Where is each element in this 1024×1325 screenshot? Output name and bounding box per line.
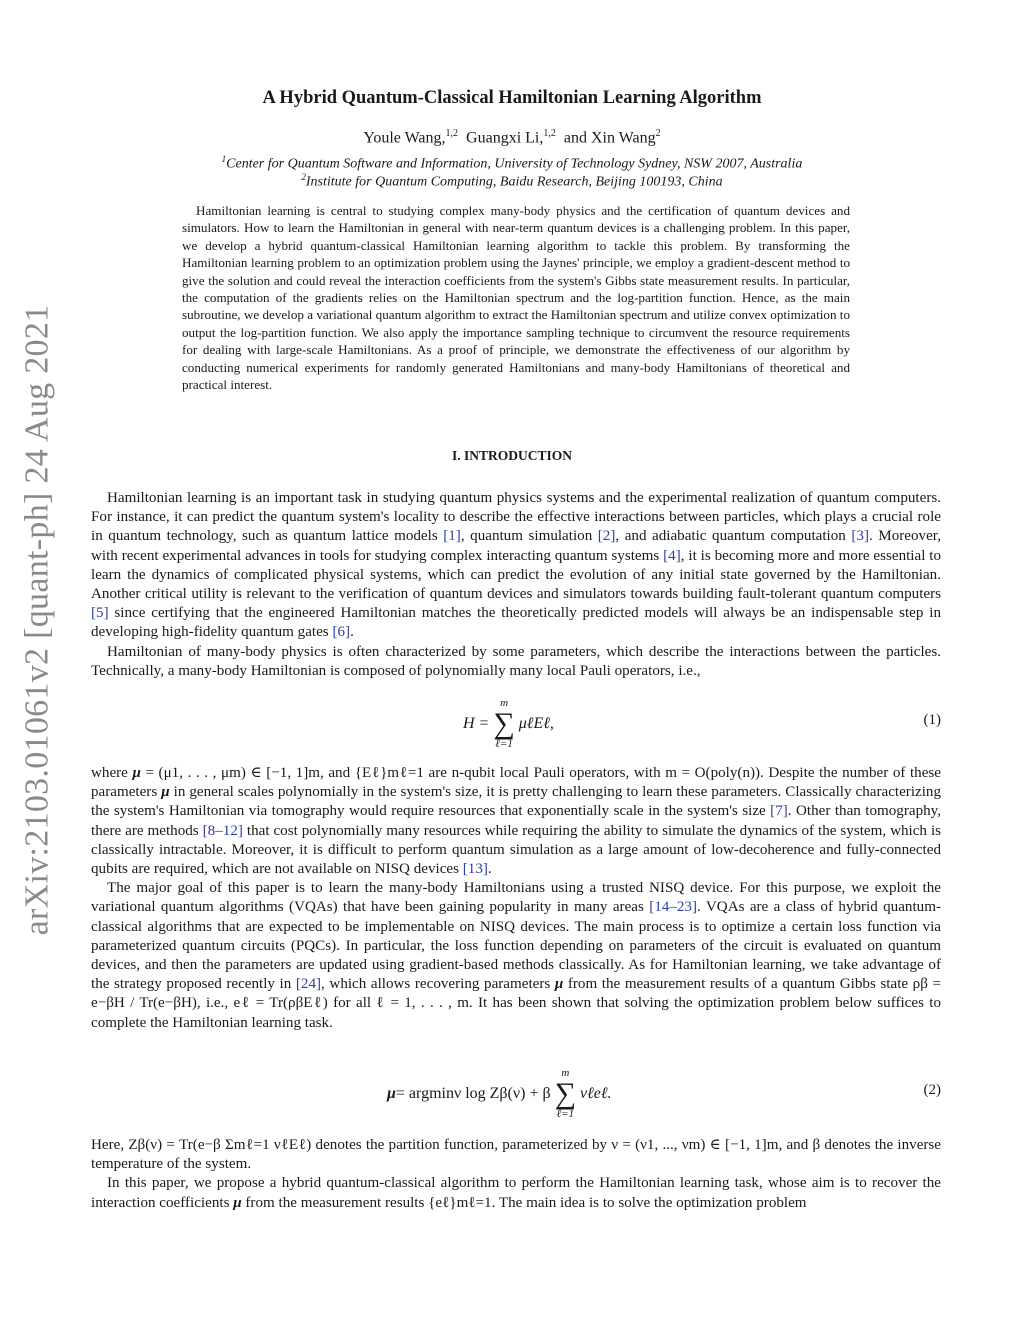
author-list xyxy=(0,128,1024,147)
mu-vector: μ xyxy=(233,1194,242,1211)
intro-text-block-3 xyxy=(91,1136,941,1213)
equation-2 xyxy=(91,1068,941,1118)
paper-title: A Hybrid Quantum-Classical Hamiltonian Learning Algorithm xyxy=(262,88,762,108)
citation-7[interactable]: [7] xyxy=(770,803,788,820)
affiliation-2 xyxy=(0,172,1024,191)
eq2-sum-lower: ℓ=1 xyxy=(556,1108,575,1120)
author-1: Youle Wang, xyxy=(363,129,446,147)
citation-8-12[interactable]: [8–12] xyxy=(202,822,243,839)
affiliation-2-marker: 2 xyxy=(301,172,306,182)
paragraph-6: In this paper, we propose a hybrid quantum-classical algorithm to perform the Hamiltonian learning task, whose aim is to recover the interaction coefficients μ from the measurement results {eℓ}mℓ=1. The main idea is to solve the optimization problem xyxy=(91,1175,941,1211)
mu-vector: μ xyxy=(132,765,141,781)
eq1-sum-upper: m xyxy=(500,697,509,709)
citation-1[interactable]: [1] xyxy=(443,528,461,545)
eq1-sum-lower: ℓ=1 xyxy=(495,738,513,750)
eq2-lhs: μ xyxy=(387,1085,396,1102)
intro-text-block-1 xyxy=(91,489,941,681)
eq1-rhs: μℓEℓ, xyxy=(518,715,554,732)
author-1-affiliation: 1,2 xyxy=(445,128,459,139)
citation-14-23[interactable]: [14–23] xyxy=(649,899,698,916)
eq2-sum-upper: m xyxy=(561,1067,570,1079)
citation-5[interactable]: [5] xyxy=(91,605,109,622)
abstract: Hamiltonian learning is central to studying complex many-body physics and the certification of quantum devices and simulators. How to learn the Hamiltonian in general with near-term quantum devices is a challenging problem. In this paper, we develop a hybrid quantum-classical Hamiltonian learning algorithm to tackle this problem. By transforming the Hamiltonian learning problem to an optimization problem using the Jaynes' principle, we employ a gradient-descent method to give the solution and could reveal the interaction coefficients from the system's Gibbs state measurement results. In particular, the computation of the gradients relies on the Hamiltonian spectrum and the log-partition function. Hence, as the main subroutine, we develop a variational quantum algorithm to extract the Hamiltonian spectrum and utilize convex optimization to output the log-partition function. We also apply the importance sampling technique to circumvent the resource requirements for dealing with large-scale Hamiltonians. As a proof of principle, we demonstrate the effectiveness of our algorithm by conducting numerical experiments for randomly generated Hamiltonians and many-body Hamiltonians of theoretical and practical interest. xyxy=(182,203,850,393)
summation-symbol: m ∑ ℓ=1 xyxy=(493,697,515,750)
author-3-affiliation: 2 xyxy=(655,128,661,139)
paragraph-2: Hamiltonian of many-body physics is often characterized by some parameters, which describe the interactions between the particles. Technically, a many-body Hamiltonian is composed of polynomially many local Pauli operators, i.e., xyxy=(91,643,941,679)
citation-6[interactable]: [6] xyxy=(332,624,351,641)
equation-2-number: (2) xyxy=(923,1082,941,1098)
equation-1-number: (1) xyxy=(923,712,941,728)
citation-2[interactable]: [2] xyxy=(597,528,616,545)
affiliation-1 xyxy=(0,154,1024,173)
equation-1 xyxy=(91,698,941,748)
author-3: and Xin Wang xyxy=(563,129,656,147)
paragraph-4: The major goal of this paper is to learn the many-body Hamiltonians using a trusted NISQ device. For this purpose, we exploit the variational quantum algorithms (VQAs) that have been gaining popularity in many areas [14–23]. VQAs are a class of hybrid quantum-classical algorithms that are expected to be implementable on NISQ devices. The main process is to optimize a certain loss function via parameterized quantum circuits (PQCs). In particular, the loss function depending on parameters of the circuit is evaluated on quantum devices, and then the parameters are updated using gradient-based methods classically. As for Hamiltonian learning, we take advantage of the strategy proposed recently in [24], which allows recovering parameters μ from the measurement results of a quantum Gibbs state ρβ = e−βH / Tr(e−βH), i.e., eℓ = Tr(ρβEℓ) for all ℓ = 1, . . . , m. It has been shown that solving the optimization problem below suffices to complete the Hamiltonian learning task. xyxy=(91,880,942,1031)
affiliation-1-marker: 1 xyxy=(221,154,227,164)
citation-3[interactable]: [3] xyxy=(851,528,869,545)
paragraph-1: Hamiltonian learning is an important task in studying quantum physics systems and the experimental realization of quantum computers. For instance, it can predict the quantum system's locality to describe the effective interactions between particles, which plays a crucial role in quantum technology, such as quantum lattice models [1], quantum simulation [2], and adiabatic quantum computation [3]. Moreover, with recent experimental advances in tools for studying complex interacting quantum systems [4], it is becoming more and more essential to learn the dynamics of complicated physical systems, which can predict the evolution of any initial state governed by the Hamiltonian. Another critical utility is relevant to the verification of quantum devices and simulators towards building fault-tolerant quantum computers [5] since certifying that the engineered Hamiltonian matches the theoretically predicted models will always be an indispensable step in developing high-fidelity quantum gates [6]. xyxy=(91,490,942,641)
author-2-affiliation: 1,2 xyxy=(543,128,556,139)
mu-vector: μ xyxy=(554,976,564,993)
summation-symbol: m ∑ ℓ=1 xyxy=(554,1067,576,1120)
affiliation-1-text: Center for Quantum Software and Information, University of Technology Sydney, NSW 2007, Australia xyxy=(226,156,803,172)
arxiv-identifier[interactable]: arXiv:2103.01061v2 [quant-ph] 24 Aug 2021 xyxy=(18,304,55,936)
section-heading-introduction: I. INTRODUCTION xyxy=(451,448,573,463)
eq1-lhs: H = xyxy=(463,715,490,732)
paragraph-3: where μ = (μ1, . . . , μm) ∈ [−1, 1]m, and {Eℓ}mℓ=1 are n-qubit local Pauli operators, with m = O(poly(n)). Despite the number of these parameters μ in general scales polynomially in the system's size, it is pretty challenging to learn these parameters. Classically characterizing the system's Hamiltonian via tomography would require resources that exponentially scale in the system's size [7]. Other than tomography, there are methods [8–12] that cost polynomially many resources while requiring the ability to simulate the dynamics of the system, which is classically intractable. Moreover, it is difficult to perform quantum simulation as a large amount of low-decoherence and fully-connected qubits are required, which are not available on NISQ devices [13]. xyxy=(91,765,942,878)
citation-24[interactable]: [24] xyxy=(295,976,322,993)
affiliation-2-text: Institute for Quantum Computing, Baidu Research, Beijing 100193, China xyxy=(305,174,723,190)
arxiv-side-stamp xyxy=(10,290,64,950)
citation-4[interactable]: [4] xyxy=(663,547,681,564)
eq2-objective: = argminν log Zβ(ν) + β xyxy=(395,1085,551,1102)
author-2: Guangxi Li, xyxy=(466,129,544,147)
intro-text-block-2 xyxy=(91,764,941,1033)
eq2-rhs: νℓeℓ. xyxy=(580,1085,612,1102)
paragraph-5: Here, Zβ(ν) = Tr(e−β Σmℓ=1 νℓEℓ) denotes the partition function, parameterized by ν = (ν1, ..., νm) ∈ [−1, 1]m, and β denotes the inverse temperature of the system. xyxy=(91,1137,941,1173)
mu-vector: μ xyxy=(161,784,170,801)
citation-13[interactable]: [13] xyxy=(462,861,488,878)
